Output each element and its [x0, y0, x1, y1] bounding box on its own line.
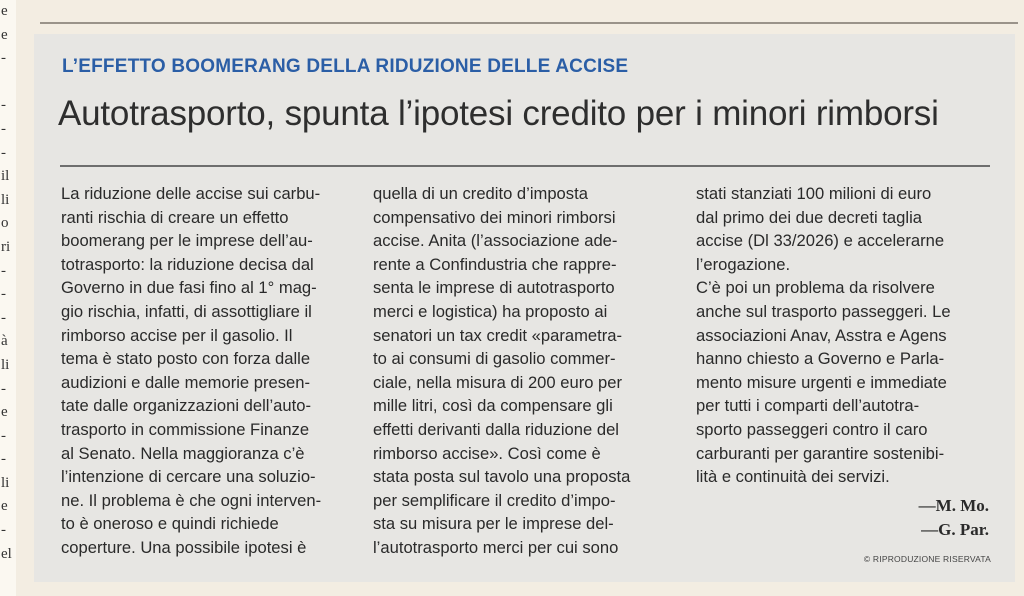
text-line: rimborso accise». Così come è	[373, 443, 601, 463]
text-line: coperture. Una possibile ipotesi è	[61, 537, 307, 557]
text-line: per semplificare il credito d’impo-	[373, 490, 616, 510]
text-line: l’intenzione di cercare una soluzio-	[61, 467, 316, 487]
body-column-3	[696, 182, 986, 489]
gutter-line: -	[1, 522, 6, 539]
gutter-line: li	[1, 356, 10, 373]
text-line: C’è poi un problema da risolvere	[696, 278, 935, 298]
gutter-line: e	[1, 404, 8, 421]
gutter-line: -	[1, 427, 6, 444]
gutter-line: e	[1, 26, 8, 43]
text-line: gio rischia, infatti, di assottigliare il	[61, 301, 312, 321]
text-line: boomerang per le imprese dell’au-	[61, 231, 313, 251]
text-line: al Senato. Nella maggioranza c’è	[61, 443, 305, 463]
gutter-line: e	[1, 3, 8, 19]
text-line: tema è stato posto con forza dalle	[61, 349, 311, 369]
gutter-line: -	[1, 50, 6, 67]
text-line: totrasporto: la riduzione decisa dal	[61, 254, 314, 274]
body-column-1	[61, 182, 351, 560]
text-line: merci e logistica) ha proposto ai	[373, 301, 608, 321]
text-line: senta le imprese di autotrasporto	[373, 278, 615, 298]
gutter-line: -	[1, 144, 6, 161]
text-line: quella di un credito d’imposta	[373, 184, 588, 203]
text-line: ranti rischia di creare un effetto	[61, 207, 289, 227]
text-line: senatori un tax credit «parametra-	[373, 325, 623, 345]
text-line: sta su misura per le imprese del-	[373, 514, 614, 534]
text-line: hanno chiesto a Governo e Parla-	[696, 349, 945, 369]
gutter-line: -	[1, 309, 6, 326]
adjacent-column-fragment	[0, 0, 16, 596]
text-line: rente a Confindustria che rappre-	[373, 254, 617, 274]
text-line: ne. Il problema è che ogni interven-	[61, 490, 322, 510]
text-line: lità e continuità dei servizi.	[696, 467, 890, 487]
gutter-line: li	[1, 474, 10, 491]
text-line: rimborso accise per il gasolio. Il	[61, 325, 293, 345]
gutter-line	[1, 71, 16, 95]
text-line: tate dalle organizzazioni dell’auto-	[61, 396, 311, 416]
text-line: stata posta sul tavolo una proposta	[373, 467, 631, 487]
text-line: sporto passeggeri contro il caro	[696, 419, 928, 439]
gutter-line: -	[1, 262, 6, 279]
author-signature-2: —G. Par.	[921, 520, 989, 539]
gutter-line: -	[1, 286, 6, 303]
article-box	[34, 34, 1015, 582]
text-line: per tutti i comparti dell’autotra-	[696, 396, 920, 416]
gutter-line: -	[1, 380, 6, 397]
text-line: to ai consumi di gasolio commer-	[373, 349, 616, 369]
gutter-line: li	[1, 191, 10, 208]
text-line: anche sul trasporto passeggeri. Le	[696, 301, 951, 321]
text-line: l’autotrasporto merci per cui sono	[373, 537, 619, 557]
text-line: accise (Dl 33/2026) e accelerarne	[696, 231, 945, 251]
text-line: l’erogazione.	[696, 254, 791, 274]
text-line: stati stanziati 100 milioni di euro	[696, 184, 932, 203]
body-column-2	[373, 182, 663, 560]
text-line: effetti derivanti dalla riduzione del	[373, 419, 619, 439]
text-line: audizioni e dalle memorie presen-	[61, 372, 311, 392]
gutter-line: ri	[1, 238, 11, 255]
text-line: accise. Anita (l’associazione ade-	[373, 231, 618, 251]
text-line: La riduzione delle accise sui carbu-	[61, 184, 321, 203]
top-rule	[40, 22, 1018, 24]
text-line: mento misure urgenti e immediate	[696, 372, 947, 392]
text-line: Governo in due fasi fino al 1° mag-	[61, 278, 317, 298]
gutter-line: -	[1, 97, 6, 114]
gutter-line: o	[1, 215, 9, 232]
text-line: associazioni Anav, Asstra e Agens	[696, 325, 947, 345]
headline: Autotrasporto, spunta l’ipotesi credito per i minori rimborsi	[58, 94, 939, 133]
text-line: compensativo dei minori rimborsi	[373, 207, 616, 227]
gutter-line: el	[1, 545, 12, 562]
text-line: trasporto in commissione Finanze	[61, 419, 310, 439]
text-line: carburanti per garantire sostenibi-	[696, 443, 945, 463]
headline-rule	[60, 165, 990, 167]
text-line: to è oneroso e quindi richiede	[61, 514, 279, 534]
text-line: ciale, nella misura di 200 euro per	[373, 372, 623, 392]
gutter-line: il	[1, 168, 10, 185]
gutter-line: à	[1, 333, 8, 350]
text-line: mille litri, così da compensare gli	[373, 396, 613, 416]
copyright-notice: © RIPRODUZIONE RISERVATA	[863, 554, 991, 564]
gutter-line: -	[1, 451, 6, 468]
author-signature-1: —M. Mo.	[918, 496, 989, 515]
gutter-line: e	[1, 498, 8, 515]
kicker: L’EFFETTO BOOMERANG DELLA RIDUZIONE DELLE ACCISE	[62, 56, 629, 77]
text-line: dal primo dei due decreti taglia	[696, 207, 922, 227]
gutter-line: -	[1, 120, 6, 137]
